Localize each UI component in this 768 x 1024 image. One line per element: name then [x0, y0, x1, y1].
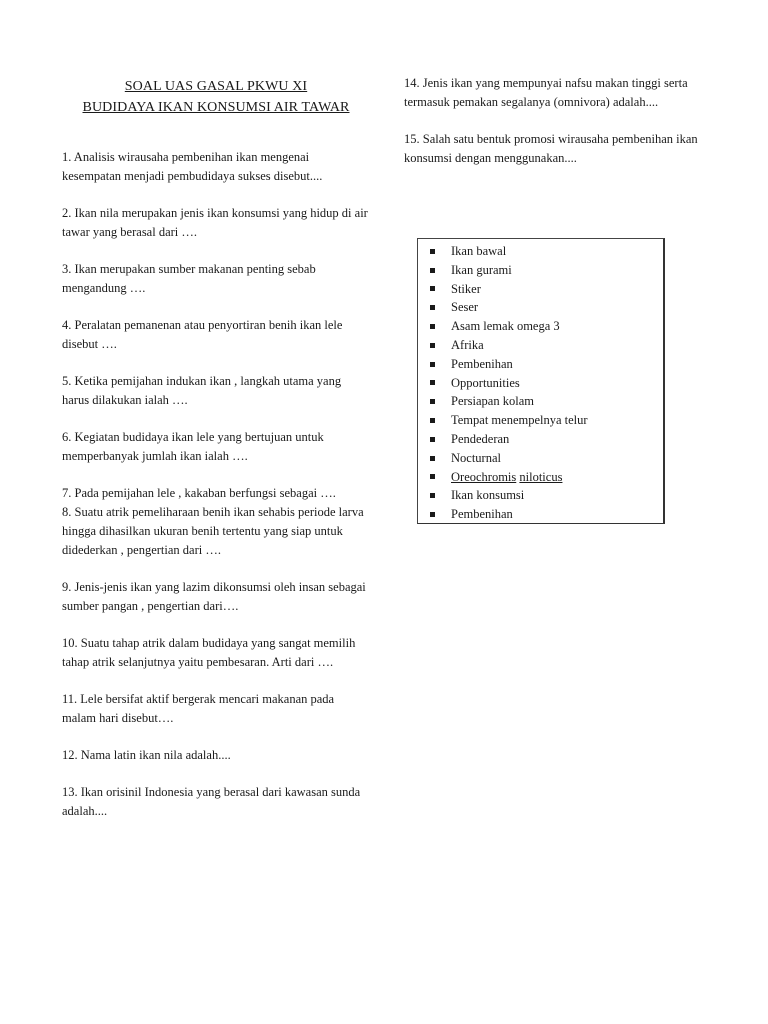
square-bullet-icon [430, 324, 435, 329]
square-bullet-icon [430, 456, 435, 461]
square-bullet-icon [430, 249, 435, 254]
question-11: 11. Lele bersifat aktif bergerak mencari makanan pada malam hari disebut…. [62, 692, 335, 725]
answer-option [430, 449, 663, 468]
square-bullet-icon [430, 268, 435, 273]
question-7: 7. Pada pemijahan lele , kakaban berfungsi sebagai …. [62, 486, 336, 500]
answer-option [430, 374, 663, 393]
answer-option-text: Ikan konsumsi [451, 488, 525, 503]
question-10: 10. Suatu tahap atrik dalam budidaya yang sangat memilih tahap atrik selanjutnya yaitu pembesaran. Arti dari …. [62, 636, 356, 669]
question-12: 12. Nama latin ikan nila adalah.... [62, 748, 231, 762]
square-bullet-icon [430, 418, 435, 423]
right-column [404, 74, 714, 186]
answer-option-text: Tempat menempelnya telur [451, 413, 588, 428]
answer-option-text: Opportunities [451, 375, 520, 390]
answer-option-text: Seser [451, 300, 479, 315]
answer-option [430, 468, 663, 487]
answer-option [430, 392, 663, 411]
square-bullet-icon [430, 512, 435, 517]
answer-option-text: Afrika [451, 337, 484, 352]
answer-option-text: Pembenihan [451, 356, 513, 371]
square-bullet-icon [430, 305, 435, 310]
square-bullet-icon [430, 493, 435, 498]
answer-option [430, 505, 663, 524]
answer-option-text: Stiker [451, 281, 481, 296]
answer-options-list [430, 242, 663, 524]
answer-option [430, 280, 663, 299]
question-3: 3. Ikan merupakan sumber makanan penting sebab mengandung …. [62, 262, 316, 295]
answer-option-text: Ikan gurami [451, 262, 512, 277]
question-14: 14. Jenis ikan yang mempunyai nafsu makan tinggi serta termasuk pemakan segalanya (omnivora) adalah.... [404, 76, 688, 109]
question-15: 15. Salah satu bentuk promosi wirausaha pembenihan ikan konsumsi dengan menggunakan.... [404, 132, 698, 165]
answer-option-text: Persiapan kolam [451, 394, 534, 409]
square-bullet-icon [430, 399, 435, 404]
question-6: 6. Kegiatan budidaya ikan lele yang bertujuan untuk memperbanyak jumlah ikan ialah …. [62, 430, 324, 463]
answer-option [430, 486, 663, 505]
square-bullet-icon [430, 437, 435, 442]
question-9: 9. Jenis-jenis ikan yang lazim dikonsumsi oleh insan sebagai sumber pangan , pengertian dari…. [62, 580, 366, 613]
answer-option [430, 242, 663, 261]
question-13: 13. Ikan orisinil Indonesia yang berasal dari kawasan sunda adalah.... [62, 785, 361, 818]
answer-option-text: Pendederan [451, 431, 510, 446]
answer-option [430, 430, 663, 449]
title-line-1: SOAL UAS GASAL PKWU XI [124, 79, 308, 94]
square-bullet-icon [430, 343, 435, 348]
title-line-2: BUDIDAYA IKAN KONSUMSI AIR TAWAR [82, 100, 350, 115]
answer-option [430, 336, 663, 355]
answer-option [430, 298, 663, 317]
square-bullet-icon [430, 362, 435, 367]
left-column [62, 76, 368, 839]
answer-option-text: Ikan bawal [451, 244, 507, 258]
answer-option [430, 411, 663, 430]
square-bullet-icon [430, 474, 435, 479]
exam-title [64, 76, 368, 118]
answer-option [430, 261, 663, 280]
question-2: 2. Ikan nila merupakan jenis ikan konsumsi yang hidup di air tawar yang berasal dari …. [62, 206, 368, 239]
question-8: 8. Suatu atrik pemeliharaan benih ikan sehabis periode larva hingga dihasilkan ukuran benih tertentu yang siap untuk didederkan , pengertian dari …. [62, 505, 364, 557]
answer-option-text: Nocturnal [451, 450, 501, 465]
answer-option [430, 317, 663, 336]
question-5: 5. Ketika pemijahan indukan ikan , langkah utama yang harus dilakukan ialah …. [62, 374, 342, 407]
answer-option [430, 355, 663, 374]
question-4: 4. Peralatan pemanenan atau penyortiran benih ikan lele disebut …. [62, 318, 343, 351]
square-bullet-icon [430, 286, 435, 291]
question-1: 1. Analisis wirausaha pembenihan ikan mengenai kesempatan menjadi pembudidaya sukses disebut.... [62, 150, 323, 183]
answer-option-text: Oreochromis niloticus [451, 469, 563, 484]
answer-option-text: Asam lemak omega 3 [451, 319, 560, 334]
square-bullet-icon [430, 380, 435, 385]
answer-options-box [417, 238, 665, 524]
answer-option-text: Pembenihan [451, 507, 513, 522]
